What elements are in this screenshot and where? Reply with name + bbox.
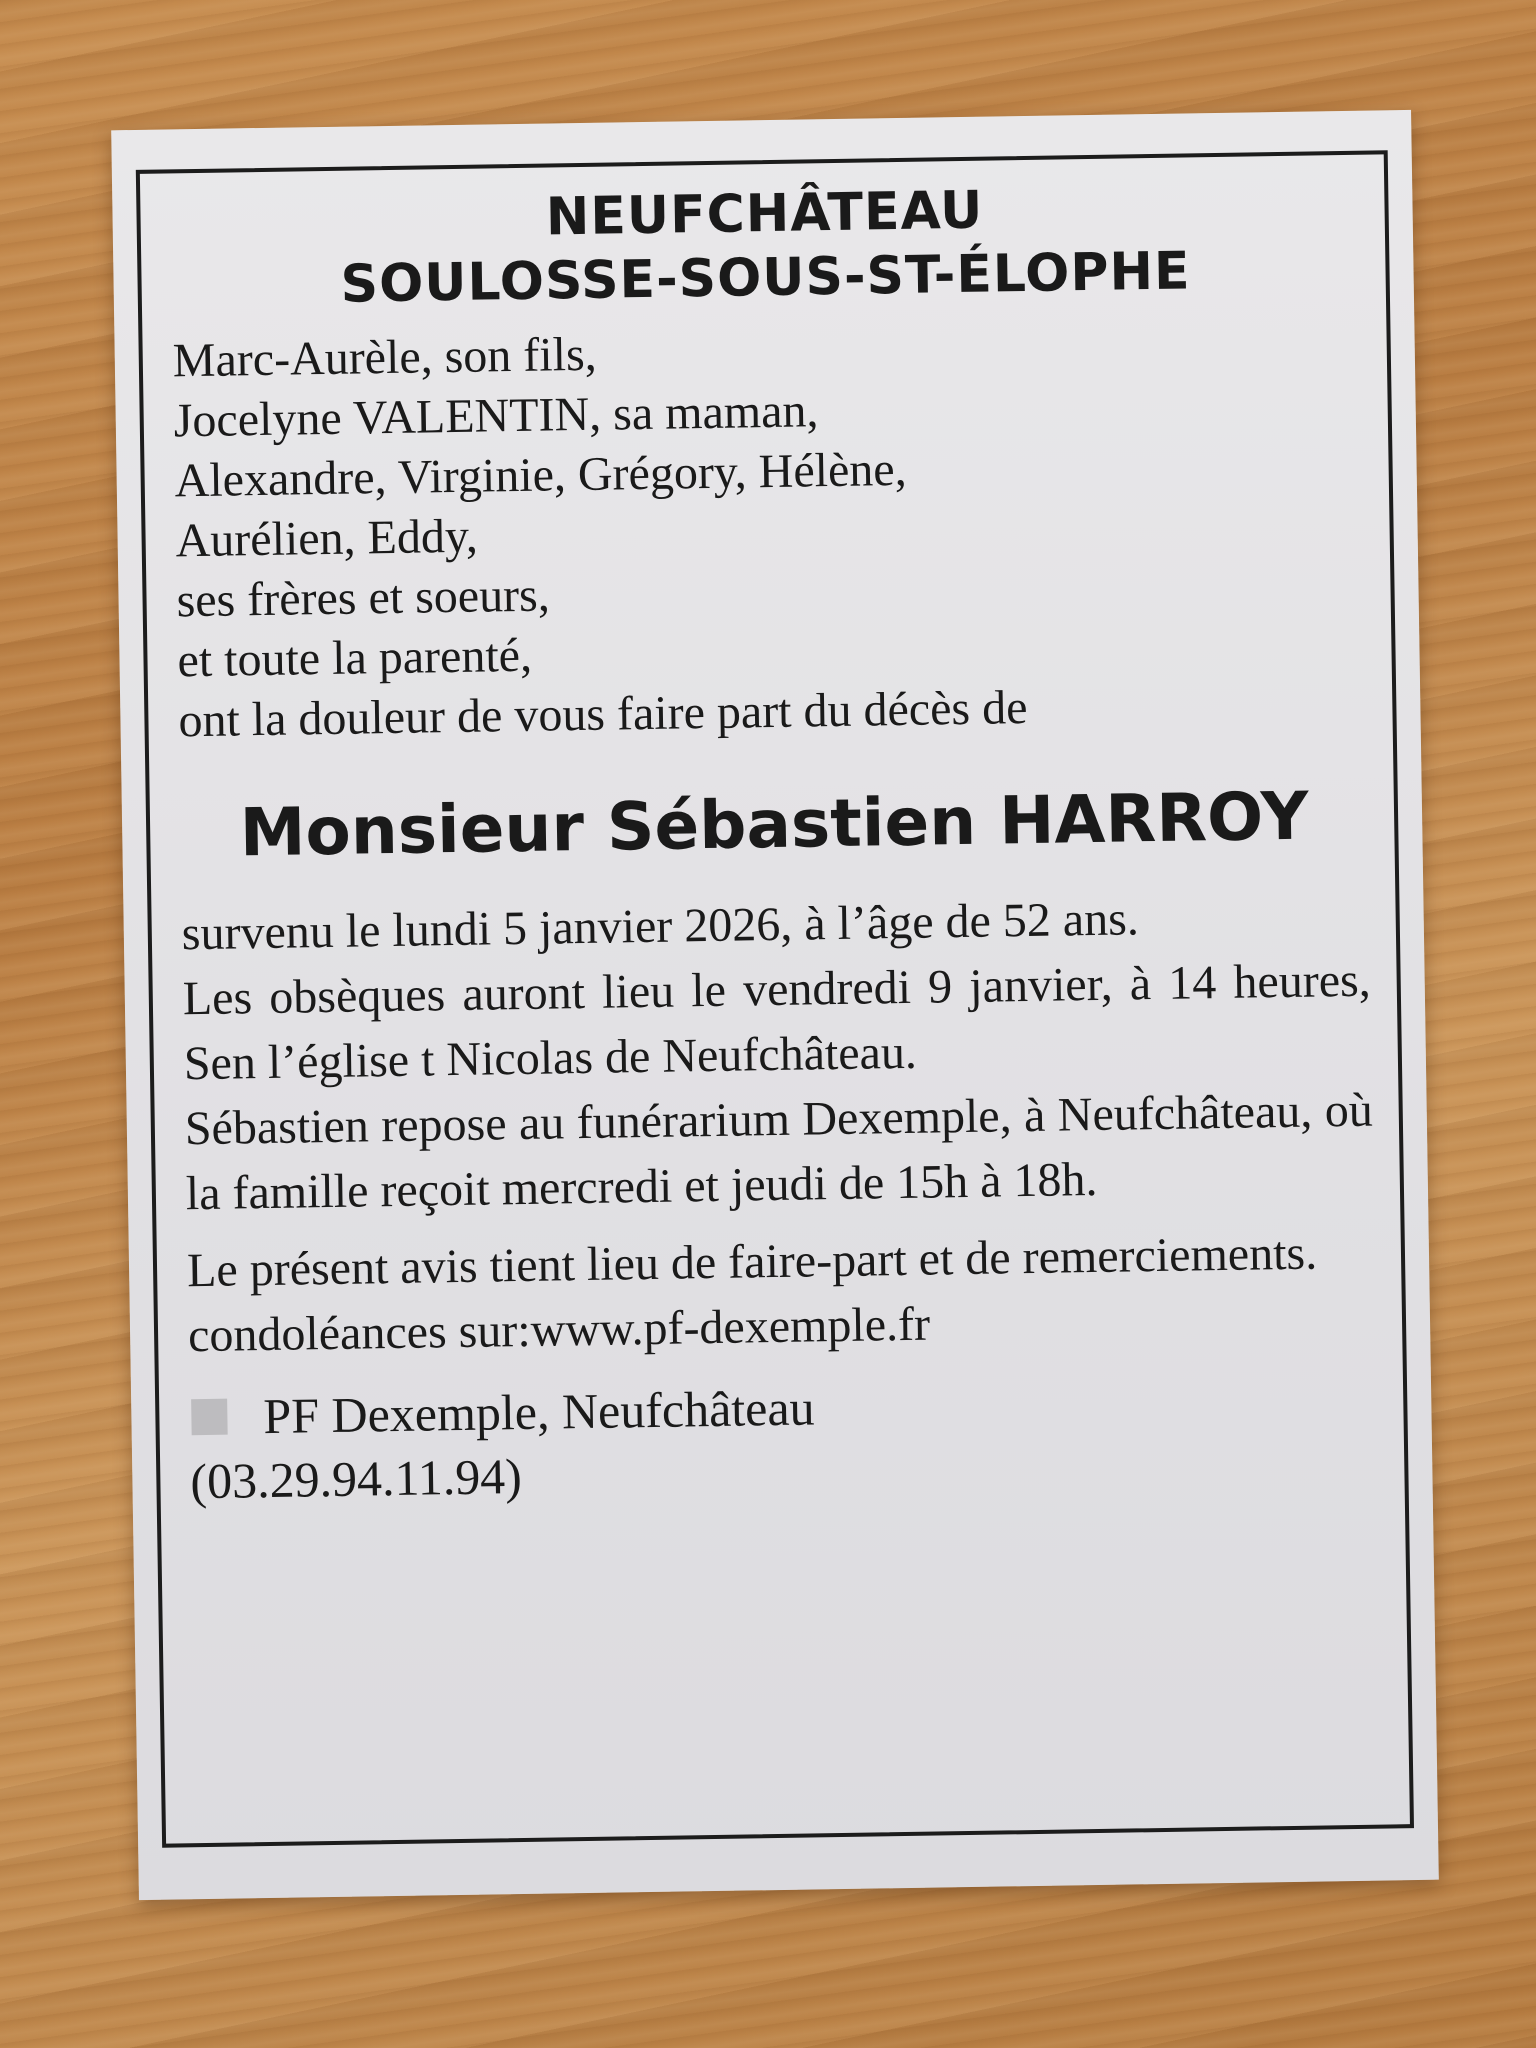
notice-border-frame <box>136 150 1414 1847</box>
funeral-home-name: PF Dexemple, Neufchâteau <box>262 1379 815 1445</box>
family-line: Marc-Aurèle, son fils, <box>172 327 598 388</box>
family-line: Alexandre, Virginie, Grégory, Hélène, <box>174 442 908 508</box>
funeral-home-logo-icon <box>191 1399 228 1436</box>
condolences-text: condoléances sur:www.pf-dexemple.fr <box>187 1297 931 1363</box>
family-line: Aurélien, Eddy, <box>175 509 479 568</box>
family-line: Jocelyne VALENTIN, sa maman, <box>173 384 819 448</box>
heading-town: NEUFCHÂTEAU <box>545 180 984 248</box>
family-list <box>172 313 1366 752</box>
funeral-notice-paper <box>111 110 1439 1900</box>
funeral-home-phone: (03.29.94.11.94) <box>189 1448 523 1510</box>
visitation-text: Sébastien repose au funérarium Dexemple, à Neufchâteau, où la famille reçoit mercredi et jeudi de 15h à 18h. <box>184 1083 1374 1221</box>
death-date-text: survenu le lundi 5 janvier 2026, à l’âge de 52 ans. <box>181 892 1140 961</box>
deceased-name: Monsieur Sébastien HARROY <box>239 777 1310 872</box>
notice-statement: Le présent avis tient lieu de faire-part et de remerciements. <box>186 1226 1318 1298</box>
heading-village: SOULOSSE-SOUS-ST-ÉLOPHE <box>340 241 1191 315</box>
family-line: ses frères et soeurs, <box>176 568 551 628</box>
family-line: et toute la parenté, <box>177 628 533 688</box>
family-line: ont la douleur de vous faire part du décès de <box>178 681 1028 748</box>
funeral-info-text: Les obsèques auront lieu le vendredi 9 janvier, à 14 heures, Sen l’église t Nicolas de Neufchâteau. <box>182 953 1372 1091</box>
